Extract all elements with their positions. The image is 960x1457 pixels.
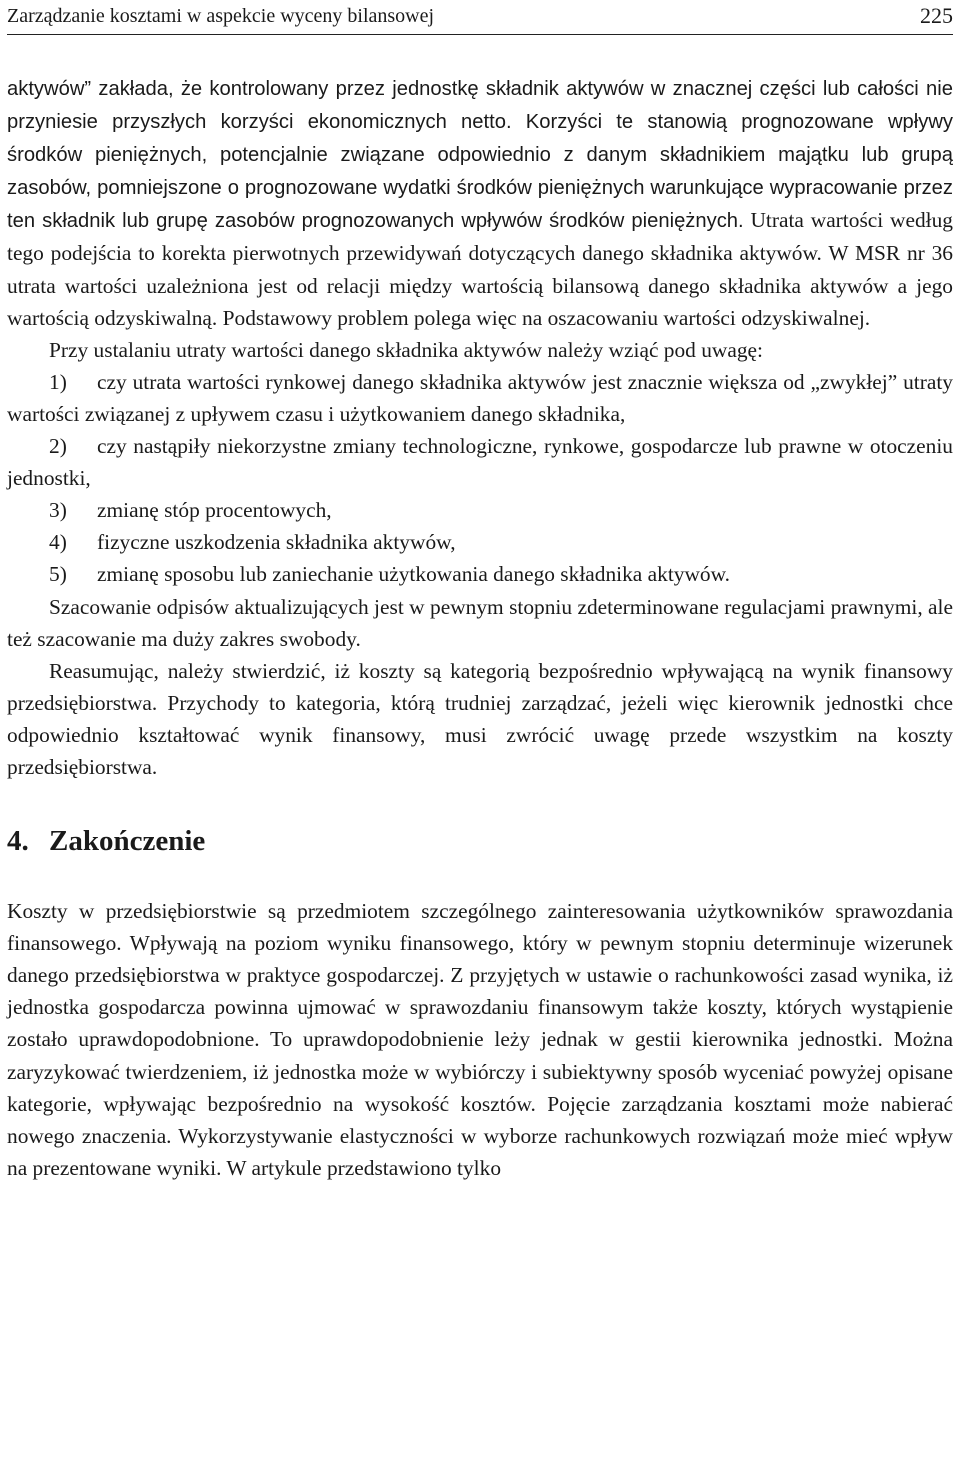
list-item [7, 494, 953, 526]
section-title: Zakończenie [49, 825, 206, 858]
list-item-number: 5) [49, 562, 67, 587]
running-header-title: Zarządzanie kosztami w aspekcie wyceny bilansowej [7, 5, 435, 27]
list-item-number: 4) [49, 530, 67, 555]
paragraph-continuation [7, 72, 953, 334]
list-item-text: czy utrata wartości rynkowej danego składnika aktywów jest znacznie większa od „zwykłej” utraty wartości związanej z upływem czasu i użytkowaniem danego składnika, [7, 369, 953, 426]
list-item [7, 526, 953, 558]
paragraph-write-downs: Szacowanie odpisów aktualizujących jest w pewnym stopniu zdeterminowane regulacjami prawnymi, ale też szacowanie ma duży zakres swobody. [7, 594, 953, 651]
paragraph-impairment-intro: Przy ustalaniu utraty wartości danego składnika aktywów należy wziąć pod uwagę: [49, 337, 763, 362]
list-item [7, 430, 953, 494]
list-item-number: 3) [49, 498, 67, 523]
body-text [7, 72, 953, 1184]
list-item-number: 2) [49, 434, 67, 459]
list-item-text: zmianę sposobu lub zaniechanie użytkowania danego składnika aktywów. [97, 562, 731, 587]
list-item-text: fizyczne uszkodzenia składnika aktywów, [97, 530, 456, 555]
paragraph-sans-run: aktywów” zakłada, że kontrolowany przez jednostkę składnik aktywów w znacznej części lub całości nie przyniesie przyszłych korzyści ekonomicznych netto. Korzyści te stanowią prognozowane wpływy środków pieniężnych, potencjalnie związane odpowiednio z danym składnikiem majątku lub grupą zasobów, pomniejszone o prognozowane wydatki środków pieniężnych warunkujące wypracowanie przez ten składnik lub grupę zasobów prognozowanych wpływów środków pieniężnych. [7, 78, 953, 233]
paragraph-conclusion: Koszty w przedsiębiorstwie są przedmiotem szczególnego zainteresowania użytkowników sprawozdania finansowego. Wpływają na poziom wyniku finansowego, który w pewnym stopniu determinuje wizerunek danego przedsiębiorstwa w praktyce gospodarczej. Z przyjętych w ustawie o rachunkowości zasad wynika, iż jednostka gospodarcza powinna ujmować w sprawozdaniu finansowym także koszty, których wystąpienie zostało uprawdopodobnione. To uprawdopodobnienie leży jednak w gestii kierownika jednostki. Można zaryzykować twierdzeniem, iż jednostka może w wybiórczy i subiektywny sposób wyceniać powyżej opisane kategorie, wpływając bezpośrednio na wysokość kosztów. Pojęcie zarządzania kosztami może nabierać nowego znaczenia. Wykorzystywanie elastyczności w wyborze rachunkowych rozwiązań może mieć wpływ na prezentowane wyniki. W artykule przedstawiono tylko [7, 899, 953, 1180]
list-item-number: 1) [49, 369, 67, 394]
section-number: 4. [7, 825, 29, 858]
running-header [7, 0, 953, 35]
list-item-text: czy nastąpiły niekorzystne zmiany technologiczne, rynkowe, gospodarcze lub prawne w otoczeniu jednostki, [7, 434, 953, 491]
list-item [7, 558, 953, 590]
paragraph-serif-run: Utrata wartości według tego podejścia to korekta pierwotnych przewidywań dotyczących danego składnika aktywów. W MSR nr 36 utrata wartości uzależniona jest od relacji między wartością bilansową danego składnika aktywów a jego wartością odzyskiwalną. Podstawowy problem polega więc na oszacowaniu wartości odzyskiwalnej. [7, 208, 953, 330]
document-page [7, 0, 953, 1184]
section-heading [7, 823, 953, 859]
paragraph-summary: Reasumując, należy stwierdzić, iż koszty są kategorią bezpośrednio wpływającą na wynik finansowy przedsiębiorstwa. Przychody to kategoria, którą trudniej zarządzać, jeżeli więc kierownik jednostki chce odpowiednio kształtować wynik finansowy, musi zwrócić uwagę przede wszystkim na koszty przedsiębiorstwa. [7, 658, 953, 779]
page-number: 225 [920, 3, 953, 28]
list-item-text: zmianę stóp procentowych, [97, 498, 332, 523]
list-item [7, 366, 953, 430]
